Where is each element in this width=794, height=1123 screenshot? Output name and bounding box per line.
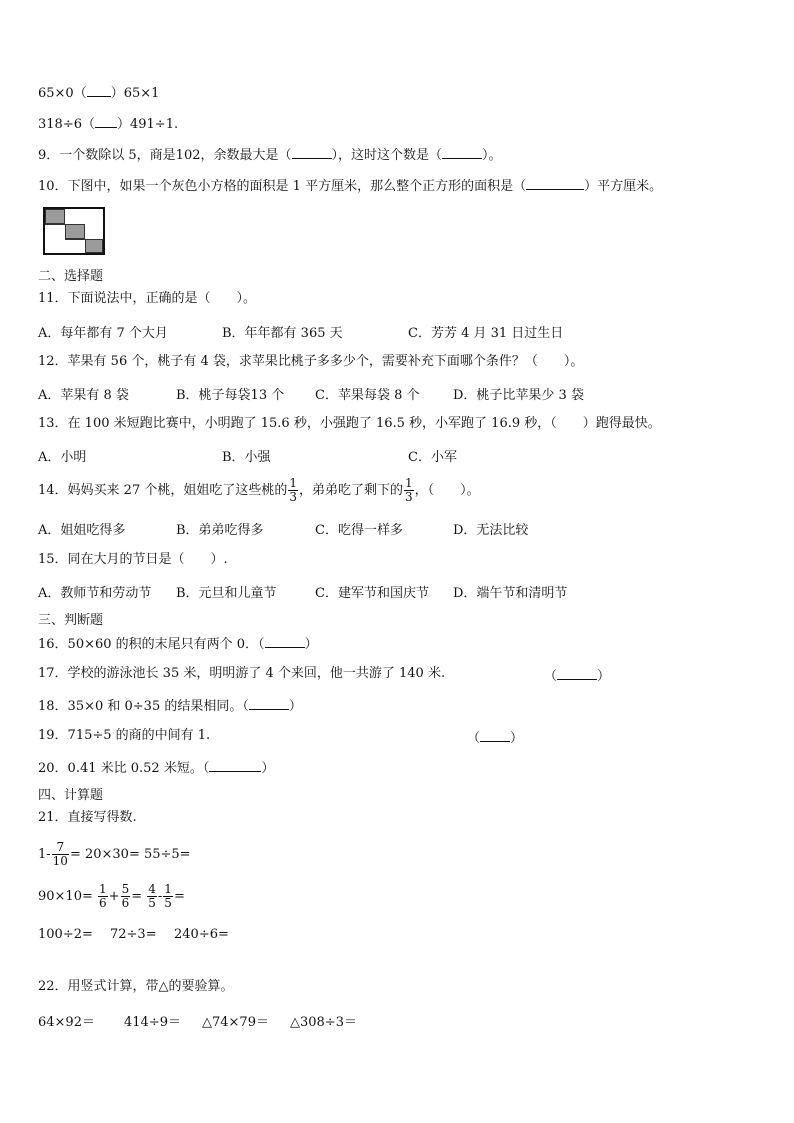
q21-row2 <box>38 882 185 912</box>
q17-answer <box>544 665 610 684</box>
gray-cell <box>65 224 85 239</box>
question-11: 11．下面说法中，正确的是（ ）。 <box>38 291 257 306</box>
fraction <box>98 883 108 910</box>
q11-option-b[interactable]: B．年年都有 365 天 <box>222 326 343 341</box>
fraction <box>163 883 173 910</box>
q12-option-c[interactable]: C．苹果每袋 8 个 <box>315 388 420 403</box>
q18-text: 18．35×0 和 0÷35 的结果相同。（ <box>38 699 249 714</box>
q20-text: 20．0.41 米比 0.52 米短。（ <box>38 761 210 776</box>
q12-option-b[interactable]: B．桃子每袋13 个 <box>176 388 285 403</box>
expr-text: 1- <box>38 847 51 862</box>
q14-option-c[interactable]: C．吃得一样多 <box>315 523 403 538</box>
answer-blank[interactable] <box>265 634 305 648</box>
q8-line2-left: 318÷6（ <box>38 117 95 132</box>
fraction-numerator: 1 <box>99 882 107 896</box>
q9-text: ），这时这个数是（ <box>331 148 443 163</box>
fraction-denominator: 5 <box>148 896 156 910</box>
answer-blank[interactable] <box>95 114 117 128</box>
answer-blank[interactable] <box>480 728 510 742</box>
q22-expr: △74×79＝ <box>202 1015 269 1030</box>
fraction <box>52 841 69 868</box>
fraction-numerator: 1 <box>405 476 413 490</box>
question-20 <box>38 758 274 778</box>
gray-cell <box>45 209 65 224</box>
square-grid-figure <box>43 207 105 255</box>
question-15: 15．同在大月的节日是（ ）. <box>38 552 228 567</box>
fraction <box>147 883 157 910</box>
fraction-denominator: 10 <box>52 854 68 868</box>
question-14 <box>38 476 480 506</box>
expr-text: 90×10= <box>38 889 93 904</box>
q21-expr: 240÷6= <box>174 927 229 942</box>
q21-expr: 72÷3= <box>110 927 157 942</box>
q8-line1 <box>38 83 159 103</box>
operator: - <box>157 889 163 904</box>
q22-expr: 414÷9＝ <box>124 1015 181 1030</box>
paren: ） <box>597 669 611 684</box>
q9-text: 9．一个数除以 5，商是102，余数最大是（ <box>38 148 292 163</box>
paren: （ <box>544 669 558 684</box>
fraction-denominator: 3 <box>405 490 413 504</box>
q15-option-a[interactable]: A．教师节和劳动节 <box>38 586 152 601</box>
q10-text: ）平方厘米。 <box>584 179 663 194</box>
answer-blank[interactable] <box>87 83 111 97</box>
q13-option-a[interactable]: A．小明 <box>38 450 87 465</box>
q8-line2-right: ）491÷1. <box>116 117 179 132</box>
q9-text: ）。 <box>482 148 502 163</box>
q13-option-c[interactable]: C．小军 <box>408 450 457 465</box>
q10-text: 10．下图中，如果一个灰色小方格的面积是 1 平方厘米，那么整个正方形的面积是（ <box>38 179 527 194</box>
answer-blank[interactable] <box>249 696 289 710</box>
fraction-denominator: 3 <box>289 490 297 504</box>
fraction-one-third <box>404 477 414 504</box>
answer-blank[interactable] <box>442 145 482 159</box>
grid-line <box>45 224 65 225</box>
fraction-denominator: 6 <box>99 896 107 910</box>
q13-option-b[interactable]: B．小强 <box>222 450 271 465</box>
grid-line <box>65 239 85 240</box>
fraction-numerator: 1 <box>164 882 172 896</box>
equals-sign: = <box>173 889 185 904</box>
answer-blank[interactable] <box>526 176 584 190</box>
fraction-numerator: 7 <box>52 841 69 855</box>
q15-option-b[interactable]: B．元旦和儿童节 <box>176 586 277 601</box>
expr-text: = 20×30= 55÷5= <box>69 847 191 862</box>
question-13: 13．在 100 米短跑比赛中，小明跑了 15.6 秒，小强跑了 16.5 秒，小军跑了 16.9 秒，（ ）跑得最快。 <box>38 416 661 431</box>
q14-text: ，弟弟吃了剩下的 <box>299 483 404 498</box>
answer-blank[interactable] <box>209 758 261 772</box>
q16-text: ） <box>304 637 318 652</box>
question-22: 22．用竖式计算，带△的要验算。 <box>38 979 234 994</box>
question-9 <box>38 145 502 165</box>
q11-option-a[interactable]: A．每年都有 7 个大月 <box>38 326 168 341</box>
q8-line1-right: ）65×1 <box>110 86 160 101</box>
paren: （ <box>467 731 481 746</box>
equals-sign: = <box>131 889 143 904</box>
question-19: 19．715÷5 的商的中间有 1. <box>38 728 211 743</box>
q22-expr: △308÷3＝ <box>290 1015 357 1030</box>
q12-option-a[interactable]: A．苹果有 8 袋 <box>38 388 129 403</box>
question-12: 12．苹果有 56 个，桃子有 4 袋，求苹果比桃子多多少个，需要补充下面哪个条件？（ ）。 <box>38 354 584 369</box>
section-heading-choice: 二、选择题 <box>38 269 104 284</box>
q15-option-c[interactable]: C．建军节和国庆节 <box>315 586 429 601</box>
fraction <box>121 883 131 910</box>
fraction-numerator: 1 <box>289 476 297 490</box>
question-10 <box>38 176 662 196</box>
q21-row1 <box>38 840 191 870</box>
question-18 <box>38 696 302 716</box>
q11-option-c[interactable]: C．芳芳 4 月 31 日过生日 <box>408 326 564 341</box>
q21-expr: 100÷2= <box>38 927 93 942</box>
q19-answer <box>467 727 523 746</box>
paren: ） <box>510 731 524 746</box>
gray-cell <box>85 239 103 253</box>
q18-text: ） <box>288 699 302 714</box>
answer-blank[interactable] <box>292 145 332 159</box>
operator: + <box>108 889 120 904</box>
fraction-denominator: 5 <box>164 896 172 910</box>
q22-expr: 64×92＝ <box>38 1015 95 1030</box>
q8-line2 <box>38 114 178 134</box>
q14-text: ，（ ）。 <box>414 483 480 498</box>
q20-text: ） <box>261 761 275 776</box>
answer-blank[interactable] <box>557 666 597 680</box>
question-17: 17．学校的游泳池长 35 米，明明游了 4 个来回，他一共游了 140 米. <box>38 666 446 681</box>
q8-line1-left: 65×0（ <box>38 86 87 101</box>
fraction-one-third <box>288 477 298 504</box>
q14-option-d[interactable]: D．无法比较 <box>453 523 529 538</box>
section-heading-judge: 三、判断题 <box>38 613 104 628</box>
q15-option-d[interactable]: D．端午节和清明节 <box>453 586 568 601</box>
q14-text: 14．妈妈买来 27 个桃，姐姐吃了这些桃的 <box>38 483 288 498</box>
fraction-numerator: 5 <box>121 882 130 896</box>
fraction-denominator: 6 <box>121 896 130 910</box>
question-21: 21．直接写得数. <box>38 810 137 825</box>
fraction-numerator: 4 <box>148 882 156 896</box>
q14-option-a[interactable]: A．姐姐吃得多 <box>38 523 126 538</box>
question-16 <box>38 634 318 654</box>
q14-option-b[interactable]: B．弟弟吃得多 <box>176 523 264 538</box>
q16-text: 16．50×60 的积的末尾只有两个 0．（ <box>38 637 265 652</box>
q12-option-d[interactable]: D．桃子比苹果少 3 袋 <box>453 388 584 403</box>
section-heading-calc: 四、计算题 <box>38 788 104 803</box>
